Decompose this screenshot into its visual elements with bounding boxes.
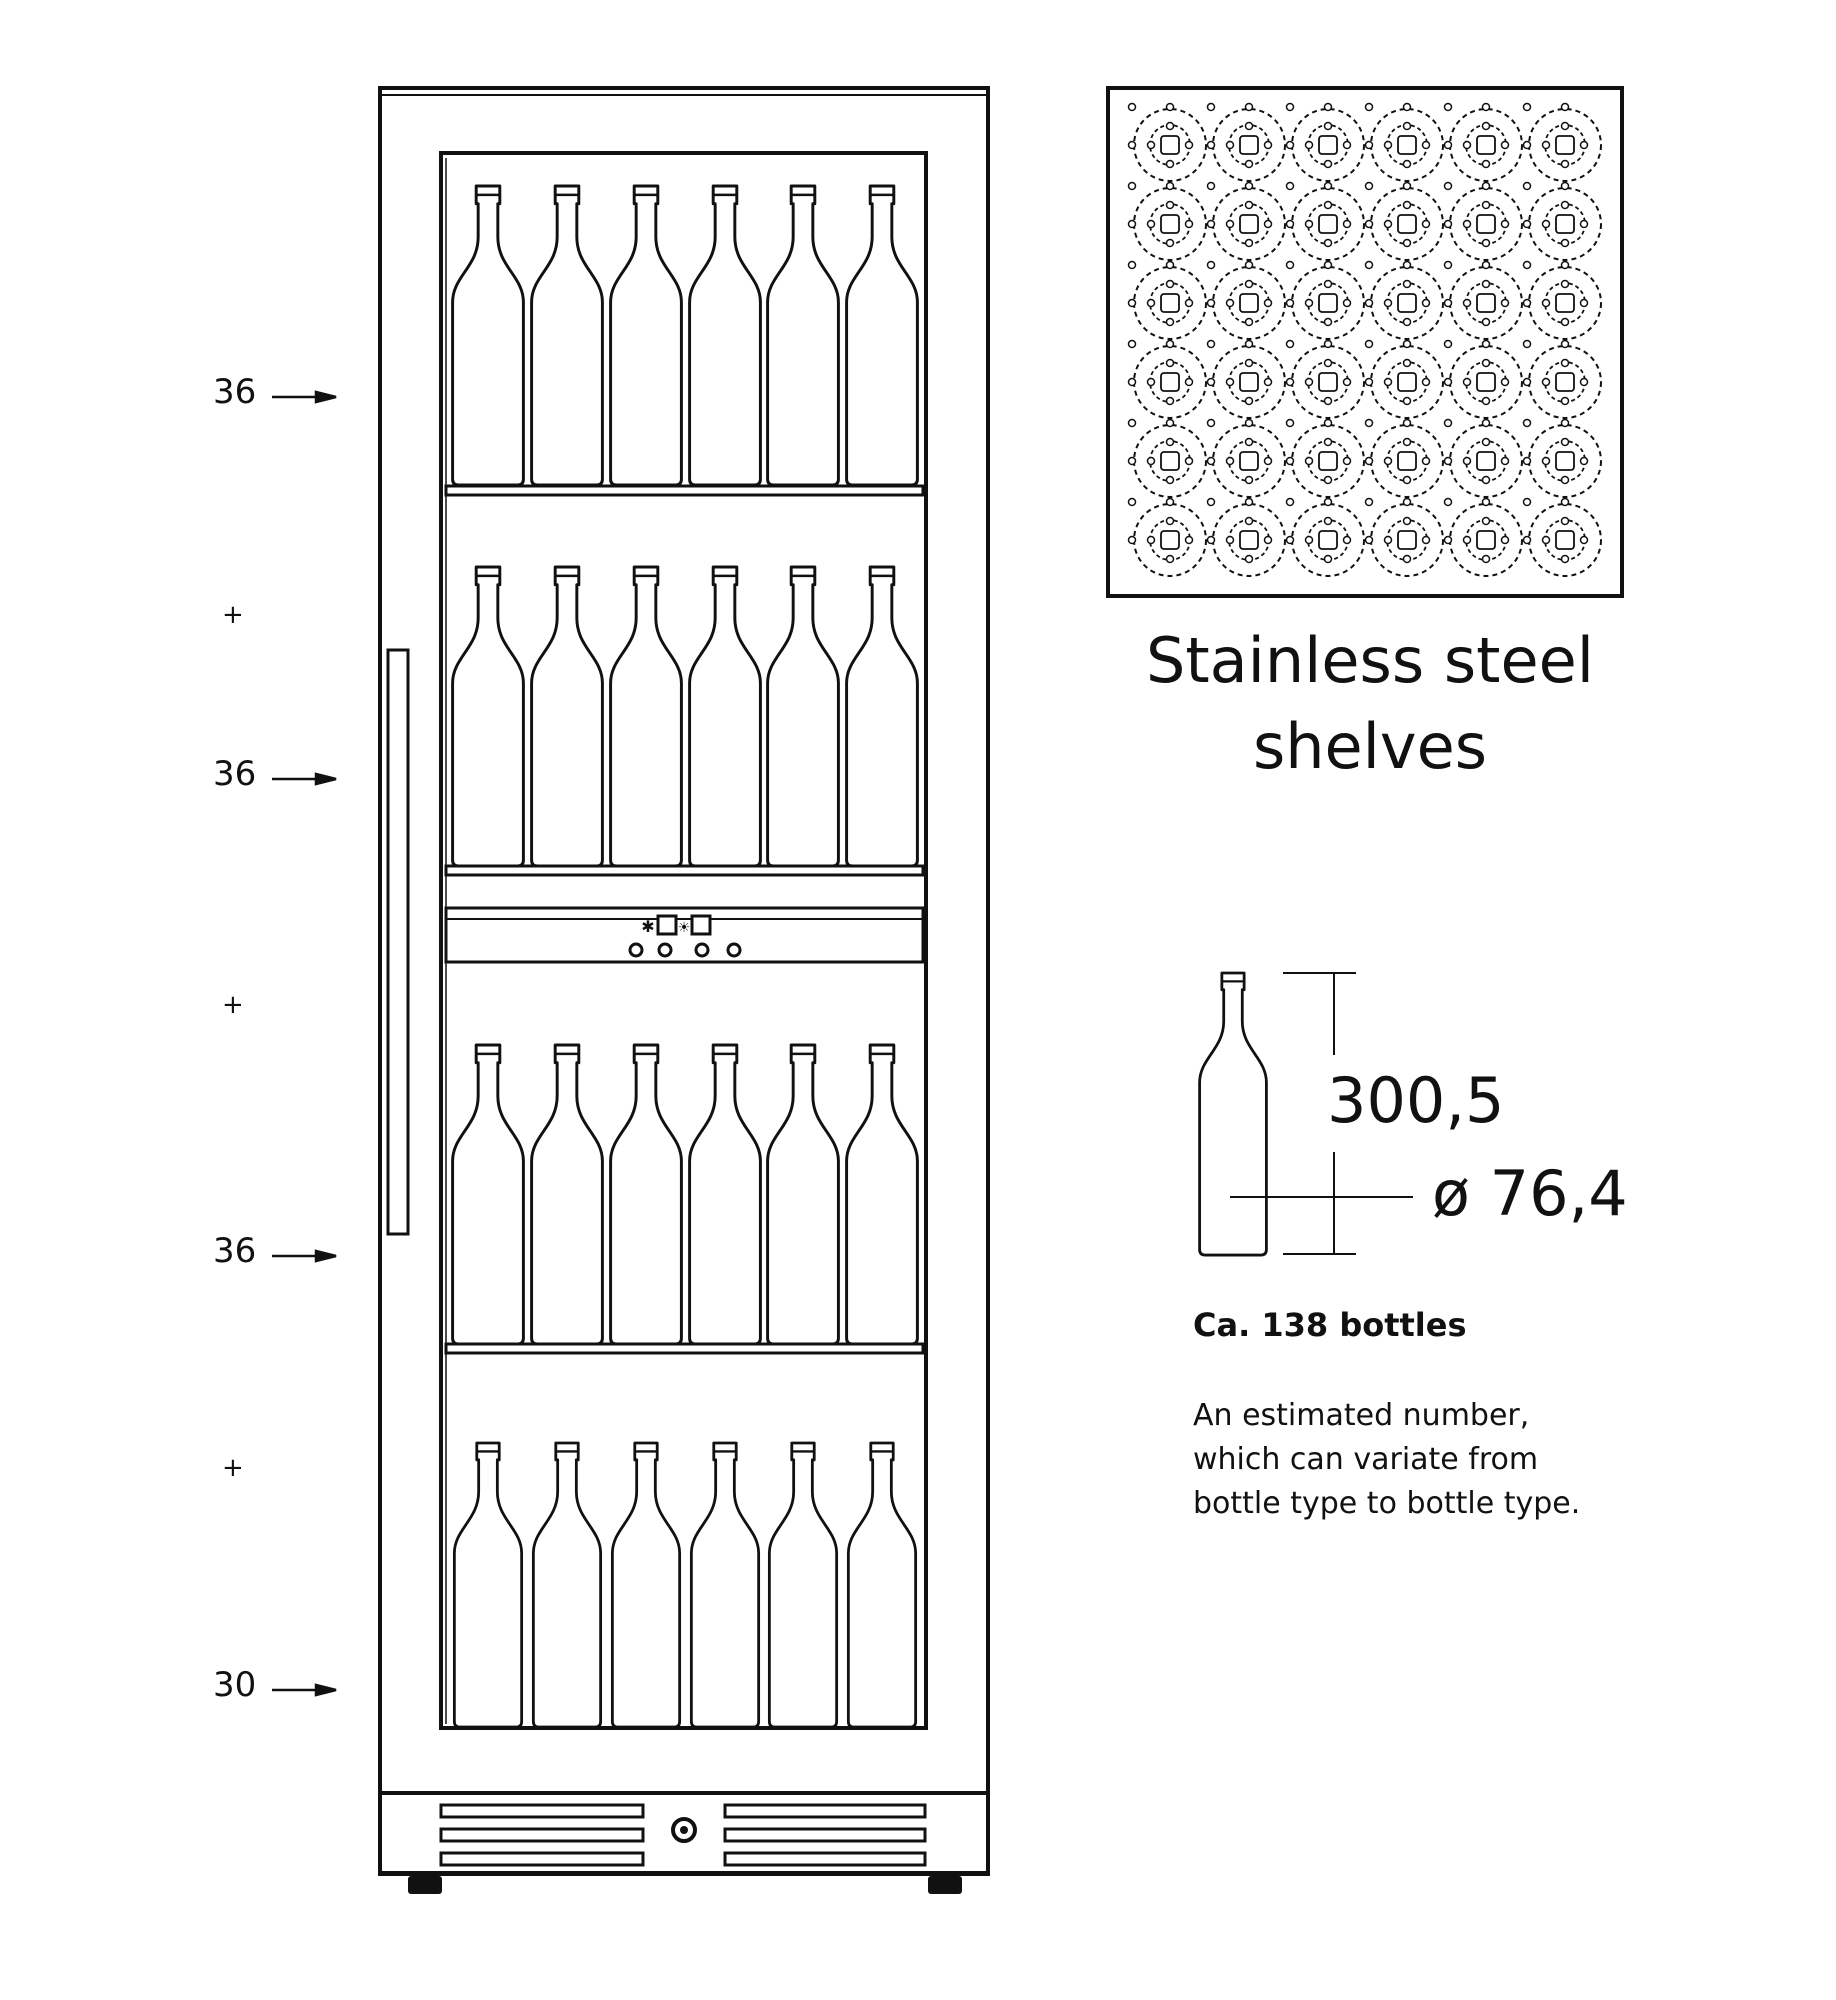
grid-cell <box>1445 104 1523 182</box>
bottle <box>533 1443 600 1727</box>
grid-cell <box>1366 262 1444 340</box>
bottle <box>769 1443 836 1727</box>
grid-cell <box>1366 499 1444 577</box>
shelf-capacity-label-4: 30 <box>213 1665 257 1705</box>
bottle <box>611 1045 682 1344</box>
shelf-caption-line-1: Stainless steel <box>1146 624 1594 697</box>
bottle <box>690 567 761 866</box>
bottle <box>768 186 839 485</box>
bottle <box>690 1045 761 1344</box>
bottle <box>611 567 682 866</box>
bottle <box>453 186 524 485</box>
plus-sign-1: + <box>222 600 244 630</box>
grid-cell <box>1524 183 1602 261</box>
shelf-capacity-label-3: 36 <box>213 1231 257 1271</box>
grid-cell <box>1129 420 1207 498</box>
grid-cell <box>1445 341 1523 419</box>
left-arrows <box>272 392 336 1695</box>
vent-slot <box>441 1853 643 1865</box>
vent-grille-right <box>725 1805 925 1865</box>
foot-right <box>928 1876 962 1894</box>
grid-cell <box>1287 499 1365 577</box>
shelf-grid <box>1129 104 1602 577</box>
display-right <box>692 916 710 934</box>
grid-cell <box>1129 262 1207 340</box>
grid-cell <box>1524 341 1602 419</box>
grid-cell <box>1366 341 1444 419</box>
bottle <box>532 567 603 866</box>
grid-cell <box>1445 183 1523 261</box>
shelf-capacity-label-2: 36 <box>213 754 257 794</box>
bottle <box>847 186 918 485</box>
bottle-height-label: 300,5 <box>1327 1064 1505 1137</box>
grid-cell <box>1524 104 1602 182</box>
bottle <box>847 1045 918 1344</box>
shelf-capacity-label-1: 36 <box>213 372 257 412</box>
capacity-note-line-3: bottle type to bottle type. <box>1193 1486 1581 1521</box>
bottle <box>453 567 524 866</box>
bottle <box>768 1045 839 1344</box>
capacity-note-line-2: which can variate from <box>1193 1442 1539 1477</box>
bottle <box>690 186 761 485</box>
grid-cell <box>1129 341 1207 419</box>
bottle <box>691 1443 758 1727</box>
capacity-note-line-1: An estimated number, <box>1193 1398 1530 1433</box>
bottle <box>611 186 682 485</box>
grid-cell <box>1129 499 1207 577</box>
grid-cell <box>1208 183 1286 261</box>
bottle <box>768 567 839 866</box>
bottle <box>612 1443 679 1727</box>
plus-sign-2: + <box>222 990 244 1020</box>
bottle <box>532 1045 603 1344</box>
grid-cell <box>1208 499 1286 577</box>
vent-slot <box>725 1853 925 1865</box>
grid-cell <box>1287 183 1365 261</box>
grid-cell <box>1366 183 1444 261</box>
bottle <box>532 186 603 485</box>
lock-keyhole <box>680 1826 688 1834</box>
grid-cell <box>1445 420 1523 498</box>
plus-sign-3: + <box>222 1453 244 1483</box>
bottle <box>847 567 918 866</box>
grid-cell <box>1208 341 1286 419</box>
vent-slot <box>441 1805 643 1817</box>
control-panel <box>446 908 923 962</box>
bottle <box>848 1443 915 1727</box>
bottle-diameter-label: ø 76,4 <box>1432 1157 1628 1230</box>
grid-cell <box>1445 499 1523 577</box>
grid-cell <box>1287 104 1365 182</box>
bottle <box>453 1045 524 1344</box>
vent-slot <box>441 1829 643 1841</box>
grid-cell <box>1524 262 1602 340</box>
grid-cell <box>1287 262 1365 340</box>
control-button-3[interactable] <box>696 944 708 956</box>
light-icon: ☀ <box>677 920 691 936</box>
foot-left <box>408 1876 442 1894</box>
grid-cell <box>1287 420 1365 498</box>
shelf-1 <box>446 486 923 495</box>
capacity-title: Ca. 138 bottles <box>1193 1306 1467 1344</box>
bottle <box>454 1443 521 1727</box>
shelf-plate-outline <box>1108 88 1622 596</box>
grid-cell <box>1208 262 1286 340</box>
grid-cell <box>1287 341 1365 419</box>
shelf-caption-line-2: shelves <box>1252 710 1488 783</box>
grid-cell <box>1208 420 1286 498</box>
grid-cell <box>1208 104 1286 182</box>
grid-cell <box>1366 104 1444 182</box>
grid-cell <box>1129 183 1207 261</box>
vent-grille-left <box>441 1805 643 1865</box>
vent-slot <box>725 1829 925 1841</box>
grid-cell <box>1524 499 1602 577</box>
grid-cell <box>1445 262 1523 340</box>
grid-cell <box>1129 104 1207 182</box>
control-button-4[interactable] <box>728 944 740 956</box>
fan-icon: ✱ <box>641 917 655 936</box>
grid-cell <box>1366 420 1444 498</box>
control-button-2[interactable] <box>659 944 671 956</box>
display-left <box>658 916 676 934</box>
vent-slot <box>725 1805 925 1817</box>
control-button-1[interactable] <box>630 944 642 956</box>
grid-cell <box>1524 420 1602 498</box>
door-handle[interactable] <box>388 650 408 1234</box>
